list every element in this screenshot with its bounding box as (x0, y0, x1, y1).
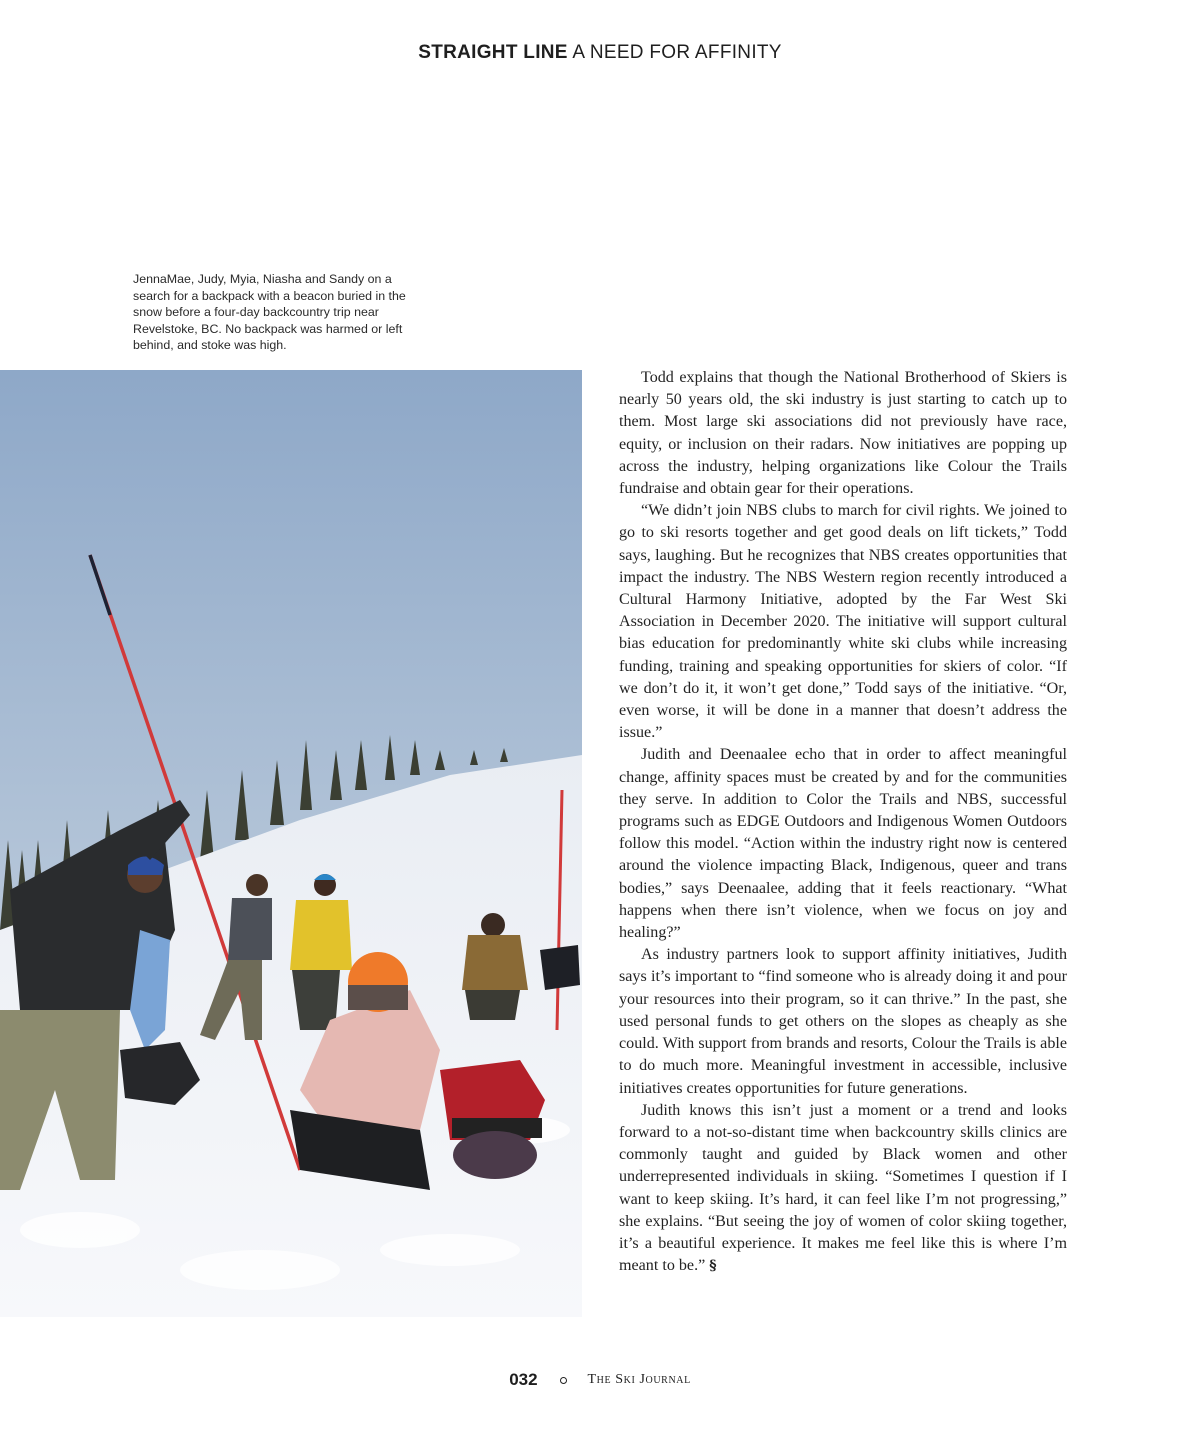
paragraph-5 (619, 1100, 1067, 1278)
section-name: STRAIGHT LINE (418, 42, 568, 63)
running-header (0, 42, 1200, 64)
article-body (619, 367, 1067, 1277)
paragraph-5-text: Judith knows this isn’t just a moment or a trend and looks forward to a not-so-distant time when backcountry skills clinics are commonly taught and guided by Black women and other underrepresented individuals in skiing. “Sometimes I question if I want to keep skiing. It’s hard, it can feel like I’m not progressing,” she explains. “But seeing the joy of women of color skiing together, it’s a beautiful experience. It makes me feel like this is where I’m meant to be.” (619, 1101, 1067, 1275)
article-title: A NEED FOR AFFINITY (572, 42, 782, 63)
paragraph-2: “We didn’t join NBS clubs to march for civil rights. We joined to go to ski resorts together and get good deals on lift tickets,” Todd says, laughing. But he recognizes that NBS creates opportunities that impact the industry. The NBS Western region recently introduced a Cultural Harmony Initiative, adopted by the Far West Ski Association in December 2020. The initiative will support cultural bias education for predominantly white ski clubs while increasing funding, training and speaking opportunities for skiers of color. “If we don’t do it, it won’t get done,” Todd says of the initiative. “Or, even worse, it will be done in a manner that doesn’t address the issue.” (619, 502, 1067, 742)
paragraph-1: Todd explains that though the National Brotherhood of Skiers is nearly 50 years old, the ski industry is just starting to catch up to them. Most large ski associations did not previously have race, equity, or inclusion on their radars. Now initiatives are popping up across the industry, helping organizations like Colour the Trails fundraise and obtain gear for their operations. (619, 369, 1067, 498)
helmet (453, 1131, 537, 1179)
publication-name: The Ski Journal (587, 1372, 691, 1387)
paragraph-3: Judith and Deenaalee echo that in order to affect meaningful change, affinity spaces must be created by and for the communities they serve. In addition to Color the Trails and NBS, successful programs such as EDGE Outdoors and Indigenous Women Outdoors follow this model. “Action within the industry right now is centered around the violence impacting Black, Indigenous, queer and trans bodies,” says Deenaalee, adding that it feels reactionary. “What happens when there isn’t violence, when we focus on joy and healing?” (619, 746, 1067, 942)
black-backpack (540, 945, 580, 990)
page-footer (0, 1370, 1200, 1390)
paragraph-4: As industry partners look to support affinity initiatives, Judith says it’s important to “find someone who is already doing it and pour your resources into their program, so it can thrive.” In the past, she used personal funds to get others on the slopes as cheaply as she could. With support from brands and resorts, Colour the Trails is able to do much more. Meaningful investment in accessible, inclusive initiatives creates opportunities for future generations. (619, 946, 1067, 1097)
end-mark-icon: § (709, 1258, 717, 1275)
separator-dot-icon (560, 1377, 567, 1384)
photo-caption: JennaMae, Judy, Myia, Niasha and Sandy on a search for a backpack with a beacon buried in the snow before a four-day backcountry trip near Revelstoke, BC. No backpack was harmed or left behind, and stoke was high. (133, 272, 406, 353)
photo-illustration (0, 370, 582, 1317)
page-number: 032 (509, 1370, 538, 1389)
photo-backcountry-search (0, 370, 582, 1317)
